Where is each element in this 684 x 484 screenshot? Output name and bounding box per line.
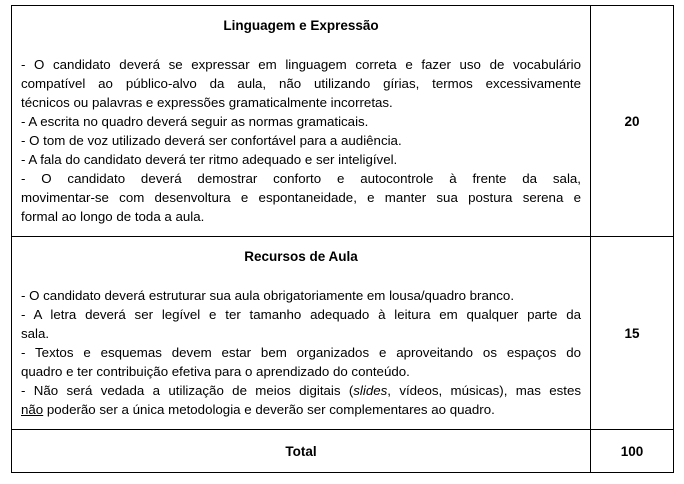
criteria-line: formal ao longo de toda a aula. [21, 209, 205, 224]
table-row [12, 6, 674, 237]
criteria-description [12, 6, 591, 237]
text-segment: , vídeos, músicas), mas estes [387, 383, 581, 398]
evaluation-criteria-table [11, 5, 674, 473]
criteria-line: - Textos e esquemas devem estar bem organizados e aproveitando os espaços do [21, 345, 581, 360]
total-points: 100 [591, 430, 674, 473]
criteria-title: Linguagem e Expressão [223, 18, 379, 33]
criteria-line: quadro e ter contribuição efetiva para o aprendizado do conteúdo. [21, 364, 410, 379]
criteria-line [21, 381, 581, 400]
criteria-line: sala. [21, 326, 50, 341]
criteria-description [12, 237, 591, 430]
italic-text: slides [353, 383, 388, 398]
criteria-line: - A letra deverá ser legível e ter tamanho adequado à leitura em qualquer parte da [21, 307, 581, 322]
criteria-line: - O candidato deverá demostrar conforto e autocontrole à frente da sala, [21, 171, 581, 186]
total-label: Total [12, 430, 591, 473]
criteria-points: 15 [591, 237, 674, 430]
criteria-line: - O candidato deverá estruturar sua aula obrigatoriamente em lousa/quadro branco. [21, 288, 515, 303]
underlined-text: não [21, 402, 44, 417]
total-row [12, 430, 674, 473]
text-segment: poderão ser a única metodologia e deverão ser complementares ao quadro. [43, 402, 495, 417]
criteria-line: compatível ao público-alvo da aula, não utilizando gírias, termos excessivamente [21, 76, 581, 91]
criteria-line: - A escrita no quadro deverá seguir as normas gramaticais. [21, 114, 369, 129]
criteria-points: 20 [591, 6, 674, 237]
criteria-line: movimentar-se com desenvoltura e espontaneidade, e manter sua postura serena e [21, 190, 581, 205]
criteria-line [21, 400, 581, 419]
criteria-line: técnicos ou palavras e expressões gramaticalmente incorretas. [21, 95, 393, 110]
criteria-line: - A fala do candidato deverá ter ritmo adequado e ser inteligível. [21, 152, 398, 167]
criteria-line: - O candidato deverá se expressar em linguagem correta e fazer uso de vocabulário [21, 57, 581, 72]
text-segment: - Não será vedada a utilização de meios digitais ( [21, 383, 354, 398]
criteria-title: Recursos de Aula [244, 249, 358, 264]
criteria-line: - O tom de voz utilizado deverá ser confortável para a audiência. [21, 133, 402, 148]
table-row [12, 237, 674, 430]
